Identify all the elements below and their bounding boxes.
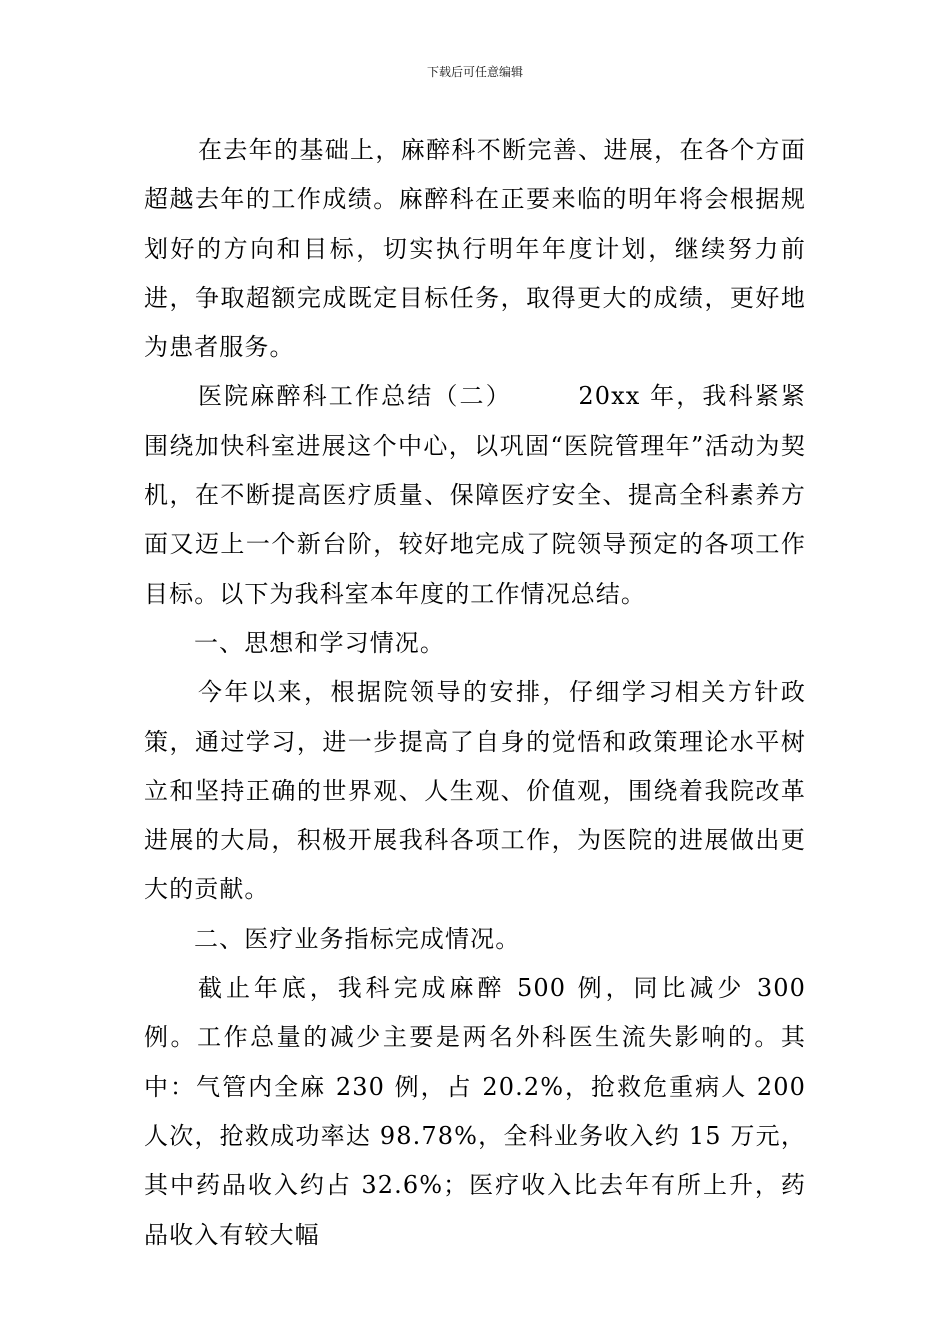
paragraph-section-two-intro: 医院麻醉科工作总结（二） 20xx 年，我科紧紧围绕加快科室进展这个中心，以巩固“医院管理年”活动为契机，在不断提高医疗质量、保障医疗安全、提高全科素养方面又迈上一个新台阶，较好地完成了院领导预定的各项工作目标。以下为我科室本年度的工作情况总结。 bbox=[144, 382, 806, 608]
page-header-note: 下载后可任意编辑 bbox=[426, 65, 523, 79]
heading-thought-and-study: 一、思想和学习情况。 bbox=[194, 628, 445, 657]
paragraph-summary-closing: 在去年的基础上，麻醉科不断完善、进展，在各个方面超越去年的工作成绩。麻醉科在正要来临的明年将会根据规划好的方向和目标，切实执行明年年度计划，继续努力前进，争取超额完成既定目标任务，取得更大的成绩，更好地为患者服务。 bbox=[144, 136, 806, 362]
document-body bbox=[144, 126, 806, 1260]
paragraph-thought-and-study: 今年以来，根据院领导的安排，仔细学习相关方针政策，通过学习，进一步提高了自身的觉悟和政策理论水平树立和坚持正确的世界观、人生观、价值观，围绕着我院改革进展的大局，积极开展我科各项工作，为医院的进展做出更大的贡献。 bbox=[144, 678, 806, 904]
paragraph-medical-indicators: 截止年底，我科完成麻醉 500 例，同比减少 300 例。工作总量的减少主要是两名外科医生流失影响的。其中：气管内全麻 230 例，占 20.2%，抢救危重病人 200 人次，抢救成功率达 98.78%，全科业务收入约 15 万元，其中药品收入约占 32.6%；医疗收入比去年有所上升，药品收入有较大幅 bbox=[144, 974, 806, 1249]
heading-medical-indicators: 二、医疗业务指标完成情况。 bbox=[194, 924, 521, 953]
